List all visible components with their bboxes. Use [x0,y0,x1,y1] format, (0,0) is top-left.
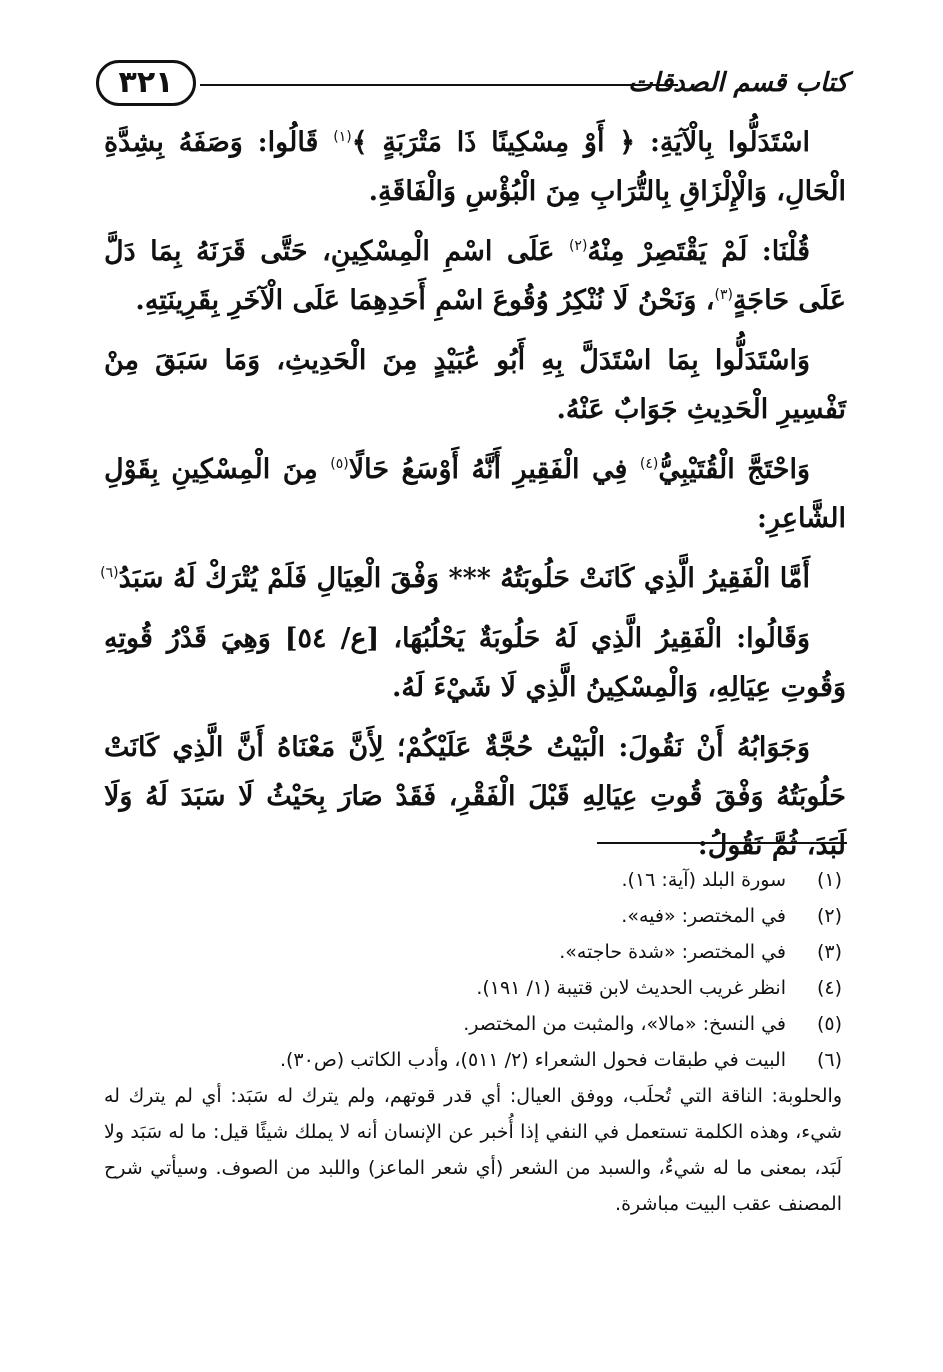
main-text [100,118,846,881]
paragraph-5 [104,614,846,712]
book-title: كتاب قسم الصدقات [628,68,848,98]
quran-quote: أَوْ مِسْكِينًا ذَا مَتْرَبَةٍ [367,127,620,158]
verse-second-half: وَفْقَ الْعِيَالِ فَلَمْ يُتْرَكْ لَهُ سَبَدُ [118,563,449,594]
paragraph-4 [104,445,846,543]
footnote-item [104,862,848,898]
manuscript-page-marker: [ع/ ٥٤] [284,623,380,654]
paragraph-4-text-a: وَاحْتَجَّ الْقُتَيْبِيُّ [658,454,810,485]
footnote-item [104,1042,848,1078]
footnote-number: (٦) [816,1049,842,1071]
paragraph-2-text-b: عَلَى اسْمِ الْمِسْكِينِ، حَتَّى قَرَنَهُ بِمَا دَلَّ عَلَى حَاجَةٍ [104,236,846,316]
header-rule [200,84,678,86]
footnote-ref-2[interactable]: (٢) [568,238,588,254]
quran-bracket-open: ﴿ [619,127,636,158]
footnote-item [104,934,848,970]
footnote-item [104,898,848,934]
footnote-ref-4[interactable]: (٤) [639,456,659,472]
footnote-ref-3[interactable]: (٣) [714,287,733,303]
footnote-number: (٢) [816,905,842,927]
paragraph-2 [104,227,846,325]
footnote-text: انظر غريب الحديث لابن قتيبة (١/ ١٩١). [476,977,786,999]
footnote-ref-5[interactable]: (٥) [330,456,349,472]
paragraph-6: وَجَوَابُهُ أَنْ نَقُولَ: الْبَيْتُ حُجَّةٌ عَلَيْكُمْ؛ لِأَنَّ مَعْنَاهُ أَنَّ الَّذِي كَانَتْ حَلُوبَتُهُ وَفْقَ قُوتِ عِيَالِهِ قَبْلَ الْفَقْرِ، فَقَدْ صَارَ بِحَيْثُ لَا سَبَدَ لَهُ وَلَا لَبَدَ، ثُمَّ نَقُولُ: [104,732,846,861]
footnote-separator [597,842,847,844]
quran-bracket-close: ﴾ [351,127,368,158]
footnote-ref-6[interactable]: (٦) [100,565,119,581]
verse-first-half: أَمَّا الْفَقِيرُ الَّذِي كَانَتْ حَلُوبَتُهُ [490,563,810,594]
footnote-item [104,1006,848,1042]
footnote-number: (٤) [816,977,842,999]
footnote-number: (٥) [816,1013,842,1035]
footnote-text: سورة البلد (آية: ١٦). [621,869,786,891]
paragraph-2-text-c: ، وَنَحْنُ لَا نُنْكِرُ وُقُوعَ اسْمِ أَحَدِهِمَا عَلَى الْآخَرِ بِقَرِينَتِهِ. [135,285,715,316]
paragraph-3: وَاسْتَدَلُّوا بِمَا اسْتَدَلَّ بِهِ أَبُو عُبَيْدٍ مِنَ الْحَدِيثِ، وَمَا سَبَقَ مِنْ تَفْسِيرِ الْحَدِيثِ جَوَابٌ عَنْهُ. [104,345,846,425]
footnote-text: في المختصر: «شدة حاجته». [559,941,786,963]
footnote-item [104,970,848,1006]
footnote-text: في المختصر: «فيه». [621,905,786,927]
poetry-verse [100,554,846,603]
footnote-text: في النسخ: «مالا»، والمثبت من المختصر. [463,1013,786,1035]
paragraph-1 [104,118,846,216]
footnote-ref-1[interactable]: (١) [333,129,352,145]
paragraph-5-text-b: وَهِيَ قَدْرُ قُوتِهِ وَقُوتِ عِيَالِهِ، وَالْمِسْكِينُ الَّذِي لَا شَيْءَ لَهُ. [104,623,846,703]
paragraph-4-text-c: مِنَ الْمِسْكِينِ بِقَوْلِ الشَّاعِرِ: [104,454,846,534]
footnotes [104,862,848,1222]
paragraph-5-text-a: وَقَالُوا: الْفَقِيرُ الَّذِي لَهُ حَلُوبَةٌ يَحْلُبُهَا، [379,623,810,654]
footnote-number: (٣) [816,941,842,963]
footnote-explanation: والحلوبة: الناقة التي تُحلَب، ووفق العيال: أي قدر قوتهم، ولم يترك له سَبَد: أي لم يترك له شيء، وهذه الكلمة تستعمل في النفي إذا أُخبر عن الإنسان أنه لا يملك شيئًا قيل: ما له سَبَد ولا لَبَد، بمعنى ما له شيءٌ، والسبد من الشعر (أي شعر الماعز) واللبد من الصوف. وسيأتي شرح المصنف عقب البيت مباشرة. [104,1085,842,1215]
page-header [96,58,848,112]
verse-separator: *** [448,563,491,594]
paragraph-1-text-a: اسْتَدَلُّوا بِالْآيَةِ: [635,127,811,158]
page-number: ٣٢١ [96,60,196,106]
footnote-number: (١) [816,869,842,891]
paragraph-1-text-b: قَالُوا: وَصَفَهُ بِشِدَّةِ الْحَالِ، وَالْإِلْزَاقِ بِالتُّرَابِ مِنَ الْبُؤْسِ وَالْفَاقَةِ. [104,127,846,207]
paragraph-4-text-b: فِي الْفَقِيرِ أَنَّهُ أَوْسَعُ حَالًا [348,454,640,485]
footnote-text: البيت في طبقات فحول الشعراء (٢/ ٥١١)، وأدب الكاتب (ص٣٠). [279,1049,786,1071]
paragraph-2-text-a: قُلْنَا: لَمْ يَقْتَصِرْ مِنْهُ [587,236,810,267]
